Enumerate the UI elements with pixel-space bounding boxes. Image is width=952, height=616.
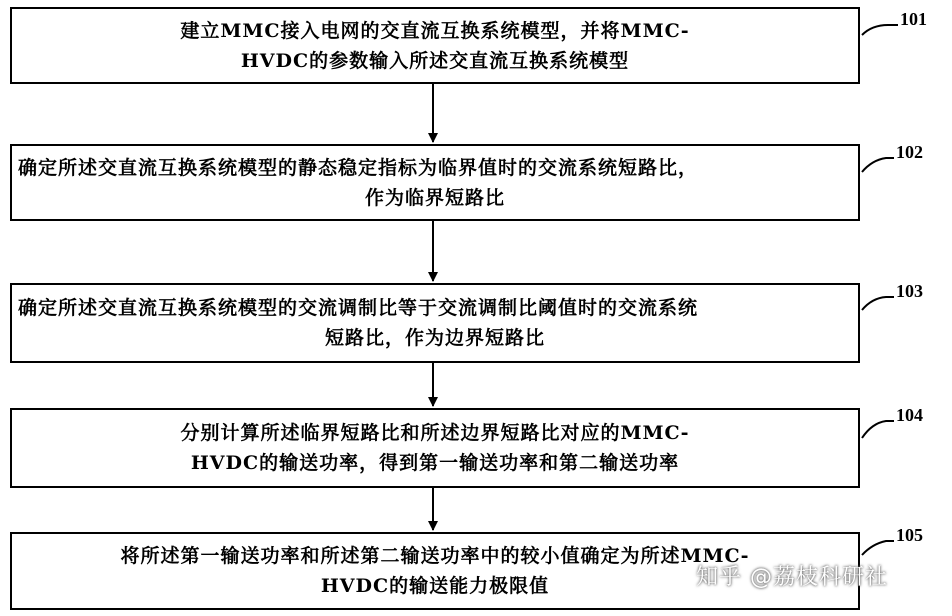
step-101-line-2: HVDC的参数输入所述交直流互换系统模型 [240,49,630,72]
step-101-line-1: 建立MMC接入电网的交直流互换系统模型，并将MMC- [180,19,690,42]
step-102-line-1: 确定所述交直流互换系统模型的静态稳定指标为临界值时的交流系统短路比， [18,156,699,179]
step-number-101: 101 [900,9,927,29]
step-103-line-2: 短路比，作为边界短路比 [324,327,545,349]
watermark: 知乎 @荔枝科研社 [696,565,888,590]
step-number-103: 103 [896,281,923,301]
leader-104 [862,421,894,438]
step-number-102: 102 [896,142,923,162]
leader-102 [862,158,894,172]
step-box-104 [10,408,860,488]
leader-105 [862,541,894,555]
step-box-102 [10,144,860,221]
step-box-103 [10,283,860,363]
step-104-line-1: 分别计算所述临界短路比和所述边界短路比对应的MMC- [180,422,690,444]
step-box-101 [10,7,860,84]
step-105-line-2: HVDC的输送能力极限值 [320,575,550,597]
step-number-105: 105 [896,525,923,545]
step-103-line-1: 确定所述交直流互换系统模型的交流调制比等于交流调制比阈值时的交流系统 [18,297,699,319]
step-104-line-2: HVDC的输送功率，得到第一输送功率和第二输送功率 [190,452,680,474]
step-105-line-1: 将所述第一输送功率和所述第二输送功率中的较小值确定为所述MMC- [120,545,750,567]
leader-103 [862,297,894,310]
leader-101 [862,25,898,35]
step-number-104: 104 [896,405,923,425]
step-102-line-2: 作为临界短路比 [364,186,505,209]
